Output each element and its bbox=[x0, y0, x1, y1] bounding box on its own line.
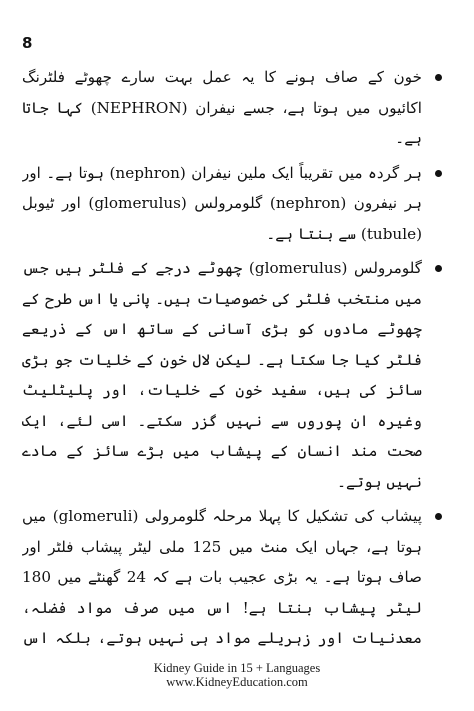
bullet-icon bbox=[435, 513, 442, 520]
page-number: 8 bbox=[22, 34, 33, 52]
bullet-list bbox=[22, 62, 444, 649]
list-item bbox=[22, 501, 444, 649]
list-item bbox=[22, 158, 444, 250]
bullet-text: گلومرولس (glomerulus) چھوٹے درجے کے فلٹر ہیں جس میں منتخب فلٹر کی خصوصیات ہیں۔ پانی یا اس طرح کے چھوٹے مادوں کو بڑی آسانی کے ساتھ اس کے ذریعے فلٹر کیا جا سکتا ہے۔ لیکن لال خون کے خلیات جو بڑی سائز کی ہیں، سفید خون کے خلیات، اور پلیٹلیٹ وغیرہ ان پوروں سے نہیں گزر سکتے۔ اسی لئے، ایک صحت مند انسان کے پیشاب میں بڑے سائز کے مادے نہیں ہوتے۔ bbox=[22, 259, 422, 491]
bullet-text: خون کے صاف ہونے کا یہ عمل بہت سارے چھوٹے فلٹرنگ اکائیوں میں ہوتا ہے، جسے نیفران (NEPHRON) کہا جاتا ہے۔ bbox=[22, 68, 422, 147]
bullet-text: ہر گردہ میں تقریباً ایک ملین نیفران (nephron) ہوتا ہے۔ اور ہر نیفرون (nephron) گلومرولس (glomerulus) اور ٹیوبل (tubule) سے بنتا ہے۔ bbox=[22, 163, 423, 243]
page-footer bbox=[0, 661, 474, 689]
list-item bbox=[22, 253, 444, 497]
bullet-text: پیشاب کی تشکیل کا پہلا مرحلہ گلومرولی (glomeruli) میں ہوتا ہے، جہاں ایک منٹ میں 125 ملی لیٹر پیشاب فلٹر اور صاف ہوتا ہے۔ یہ بڑی عجیب بات ہے کہ 24 گھنٹے میں 180 لیٹر پیشاب بنتا ہے! اس میں صرف مواد فضلہ، معدنیات اور زہریلے مواد ہی نہیں ہوتے، بلکہ اس bbox=[22, 507, 423, 647]
footer-title: Kidney Guide in 15 + Languages bbox=[153, 661, 321, 675]
page-content bbox=[22, 62, 444, 649]
list-item bbox=[22, 62, 444, 154]
bullet-icon bbox=[435, 170, 442, 177]
bullet-icon bbox=[435, 74, 442, 81]
bullet-icon bbox=[435, 265, 442, 272]
footer-website-link[interactable]: www.KidneyEducation.com bbox=[166, 675, 308, 689]
